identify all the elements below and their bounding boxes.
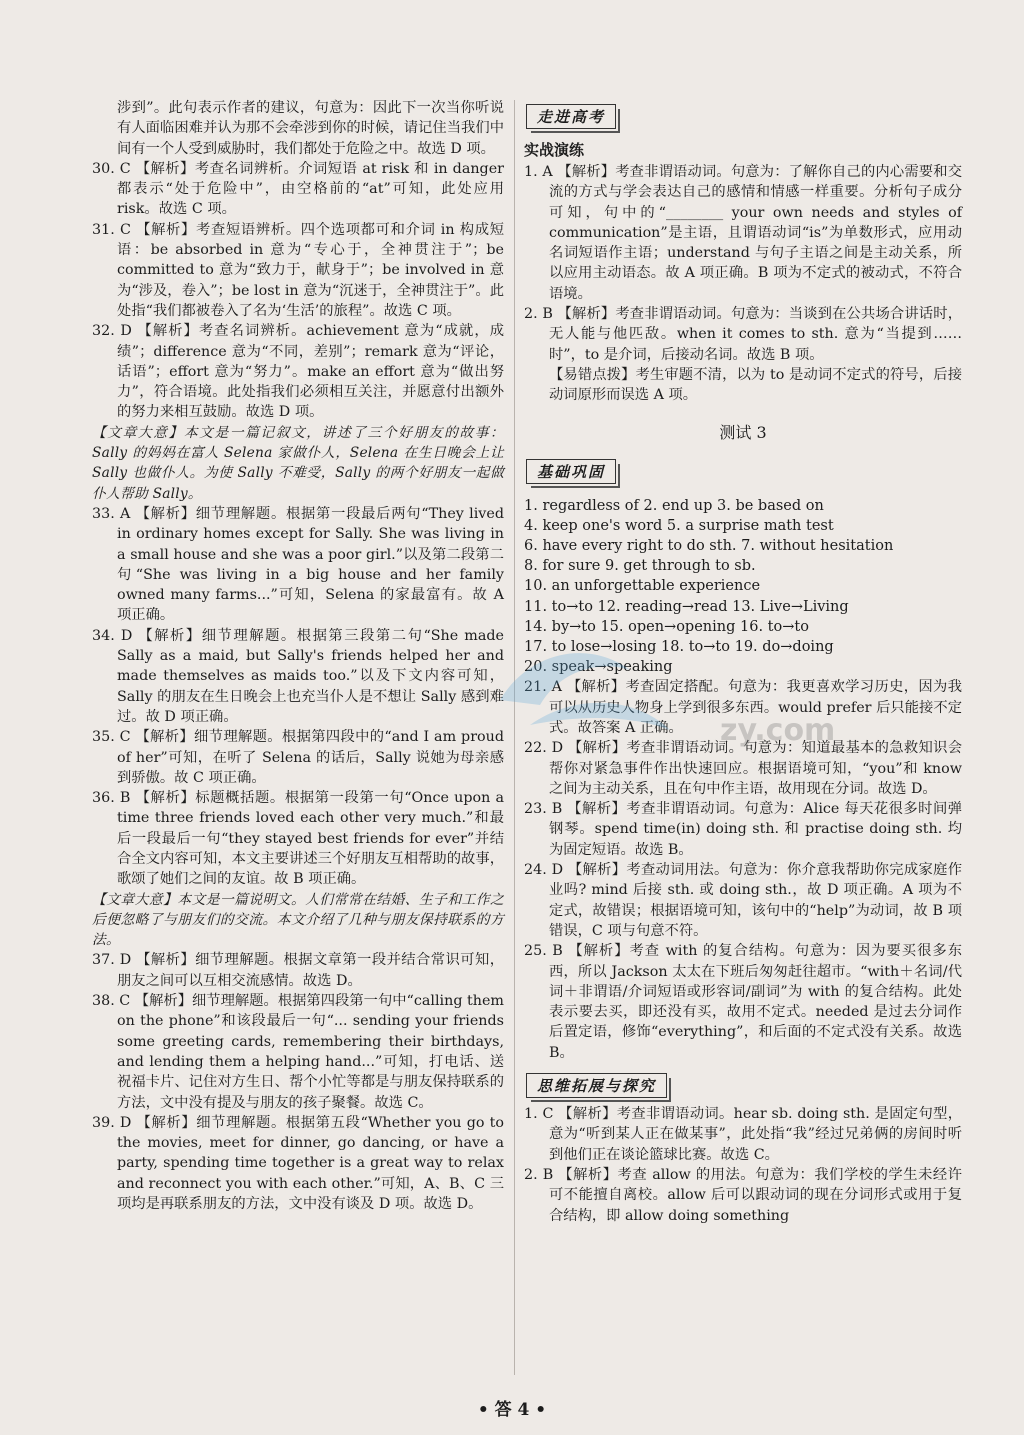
test-title: 测试 3 bbox=[719, 422, 767, 442]
answer-line: 17. to lose→losing 18. to→to 19. do→doing bbox=[524, 638, 834, 655]
extension-paragraph: 1. C 【解析】考查非谓语动词。hear sb. doing sth. 是固定句型，意为“听到某人正在做某事”，此处指“我”经过兄弟俩的房间时听到他们正在谈论篮球比赛。故选 C。 bbox=[524, 1106, 962, 1163]
section-heading-basics: 基础巩固 bbox=[526, 459, 616, 484]
answer-line: 8. for sure 9. get through to sb. bbox=[524, 558, 756, 575]
answer-paragraph: 37. D 【解析】细节理解题。根据文章第一段并结合常识可知，朋友之间可以互相交流感情。故选 D。 bbox=[92, 952, 504, 989]
basics-paragraph: 24. D 【解析】考查动词用法。句意为：你介意我帮助你完成家庭作业吗? mind 后接 sth. 或 doing sth.，故 D 项正确。A 项为不定式，故错误；根据语境可知，该句中的“help”为动词，故 B 项错误，C 项与句意不符。 bbox=[524, 862, 962, 939]
section-heading-extension: 思维拓展与探究 bbox=[526, 1073, 667, 1098]
article-summary: 【文章大意】本文是一篇说明文。人们常常在结婚、生子和工作之后便忽略了与朋友们的交流。本文介绍了几种与朋友保持联系的方法。 bbox=[92, 891, 504, 949]
answer-paragraph: 32. D 【解析】考查名词辨析。achievement 意为“成就，成绩”；difference 意为“不同，差别”；remark 意为“评论，话语”；effort 意为“努力”。make an effort 意为“做出努力”，符合语境。此处指我们必须相互关注，并愿意付出额外的努力来相互鼓励。故选 D 项。 bbox=[92, 323, 504, 421]
section-heading-gaokao: 走进高考 bbox=[526, 104, 616, 129]
gaokao-paragraph: 【易错点拨】考生审题不清，以为 to 是动词不定式的符号，后接动词原形而误选 A 项。 bbox=[549, 366, 962, 404]
answer-line: 4. keep one's word 5. a surprise math test bbox=[524, 517, 834, 534]
right-column bbox=[524, 98, 962, 1226]
answer-paragraph: 39. D 【解析】细节理解题。根据第五段“Whether you go to the movies, meet for dinner, go dancing, or have a party, spending time together is a great way to relax and reconnect you with each other.”可知，A、B、C 三项均是再联系朋友的方法，文中没有谈及 D 项。故选 D。 bbox=[92, 1114, 504, 1213]
answer-paragraph: 33. A 【解析】细节理解题。根据第一段最后两句“They lived in ordinary homes except for Sally. She was living in a small house and she was a poor girl.”以及第二段第二句“She was living in a big house and her family owned many farms...”可知，Selena 的家最富有。故 A 项正确。 bbox=[92, 505, 504, 624]
answer-line: 6. have every right to do sth. 7. without hesitation bbox=[524, 537, 894, 554]
watermark-text: zy.com bbox=[720, 713, 836, 748]
answer-paragraph: 36. B 【解析】标题概括题。根据第一段第一句“Once upon a time three friends loved each other very much.”和最后一段最后一句“they stayed best friends for ever”并结合全文内容可知，本文主要讲述三个好朋友互相帮助的故事，歌颂了她们之间的友谊。故 B 项正确。 bbox=[92, 790, 504, 888]
answer-line: 20. speak→speaking bbox=[524, 659, 673, 676]
article-summary: 【文章大意】本文是一篇记叙文，讲述了三个好朋友的故事：Sally 的妈妈在富人 Selena 家做仆人，Selena 在生日晚会上让 Sally 也做仆人。为使 Sally 不难受，Sally 的两个好朋友一起做仆人帮助 Sally。 bbox=[92, 424, 504, 502]
answer-paragraph: 涉到”。此句表示作者的建议，句意为：因此下一次当你听说有人面临困难并认为那不会牵涉到你的时候，请记住当我们中间有一个人受到威胁时，我们都处于危险之中。故选 D 项。 bbox=[117, 100, 504, 157]
page-footer: • 答 4 • bbox=[477, 1400, 547, 1420]
left-column bbox=[92, 98, 504, 1214]
answer-paragraph: 34. D 【解析】细节理解题。根据第三段第二句“She made Sally as a maid, but Sally's friends helped her and made themselves as maids too.”以及下文内容可知，Sally 的朋友在生日晚会上也充当仆人是不想让 Sally 感到难过。故 D 项正确。 bbox=[92, 627, 504, 725]
column-divider bbox=[514, 100, 515, 1375]
subheading-practice: 实战演练 bbox=[524, 141, 585, 159]
answer-line: 14. by→to 15. open→opening 16. to→to bbox=[524, 618, 809, 635]
answer-paragraph: 31. C 【解析】考查短语辨析。四个选项都可和介词 in 构成短语：be absorbed in 意为“专心于，全神贯注于”；be committed to 意为“致力于，献身于”；be involved in 意为“涉及，卷入”；be lost in 意为“沉迷于，全神贯注于”。此处指“我们都被卷入了名为‘生活’的旅程”。故选 C 项。 bbox=[92, 221, 504, 319]
answer-paragraph: 30. C 【解析】考查名词辨析。介词短语 at risk 和 in danger 都表示“处于危险中”，由空格前的“at”可知，此处应用 risk。故选 C 项。 bbox=[92, 160, 504, 218]
answer-paragraph: 38. C 【解析】细节理解题。根据第四段第一句中“calling them on the phone”和该段最后一句“... sending your friends some greeting cards, remembering their birthdays, and lending them a helping hand...”可知，打电话、送祝福卡片、记住对方生日、帮个小忙等都是与朋友保持联系的方法，文中没有提及与朋友的孩子聚餐。故选 C。 bbox=[92, 993, 504, 1111]
gaokao-paragraph: 1. A 【解析】考查非谓语动词。句意为：了解你自己的内心需要和交流的方式与学会表达自己的感情和情感一样重要。分析句子成分可知，句中的“________ your own needs and styles of communication”是主语，且谓语动词“is”为单数形式，应用动名词短语作主语；understand 与句子主语之间是主动关系，所以应用主动语态。故 A 项正确。B 项为不定式的被动式，不符合语境。 bbox=[524, 164, 962, 302]
answer-line: 10. an unforgettable experience bbox=[524, 578, 761, 595]
answer-line: 1. regardless of 2. end up 3. be based on bbox=[524, 497, 824, 514]
basics-paragraph: 21. A 【解析】考查固定搭配。句意为：我更喜欢学习历史，因为我可以从历史人物身上学到很多东西。would prefer 后只能接不定式。故答案 A 正确。 bbox=[524, 679, 962, 736]
gaokao-paragraph: 2. B 【解析】考查非谓语动词。句意为：当谈到在公共场合讲话时，无人能与他匹敌。when it comes to sth. 意为“当提到……时”，to 是介词，后接动名词。故选 B 项。 bbox=[524, 306, 962, 363]
gaokao-answers bbox=[524, 162, 962, 406]
basics-paragraph: 25. B 【解析】考查 with 的复合结构。句意为：因为要买很多东西，所以 Jackson 太太在下班后匆匆赶往超市。“with＋名词/代词＋非谓语/介词短语或形容词/副词”为 with 的复合结构。此处表示要去买，即还没有买，故用不定式。needed 是过去分词作后置定语，修饰“everything”，和后面的不定式没有关系。故选 B。 bbox=[524, 943, 962, 1061]
answer-paragraph: 35. C 【解析】细节理解题。根据第四段中的“and I am proud of her”可知，在听了 Selena 的话后，Sally 说她为母亲感到骄傲。故 C 项正确。 bbox=[92, 729, 504, 786]
basics-paragraph: 23. B 【解析】考查非谓语动词。句意为：Alice 每天花很多时间弹钢琴。spend time(in) doing sth. 和 practise doing sth. 均为固定短语。故选 B。 bbox=[524, 801, 962, 858]
extension-paragraph: 2. B 【解析】考查 allow 的用法。句意为：我们学校的学生未经许可不能擅自离校。allow 后可以跟动词的现在分词形式或用于复合结构，即 allow doing something bbox=[524, 1166, 962, 1224]
extension-answers bbox=[524, 1104, 962, 1226]
short-answers bbox=[524, 496, 962, 678]
answer-line: 11. to→to 12. reading→read 13. Live→Living bbox=[524, 598, 849, 615]
basics-explanations bbox=[524, 677, 962, 1063]
basics-paragraph: 22. D 【解析】考查非谓语动词。句意为：知道最基本的急救知识会帮你对紧急事件作出快速回应。根据语境可知，“you”和 know 之间为主动关系，且在句中作主语，故用现在分词。故选 D。 bbox=[524, 740, 962, 797]
